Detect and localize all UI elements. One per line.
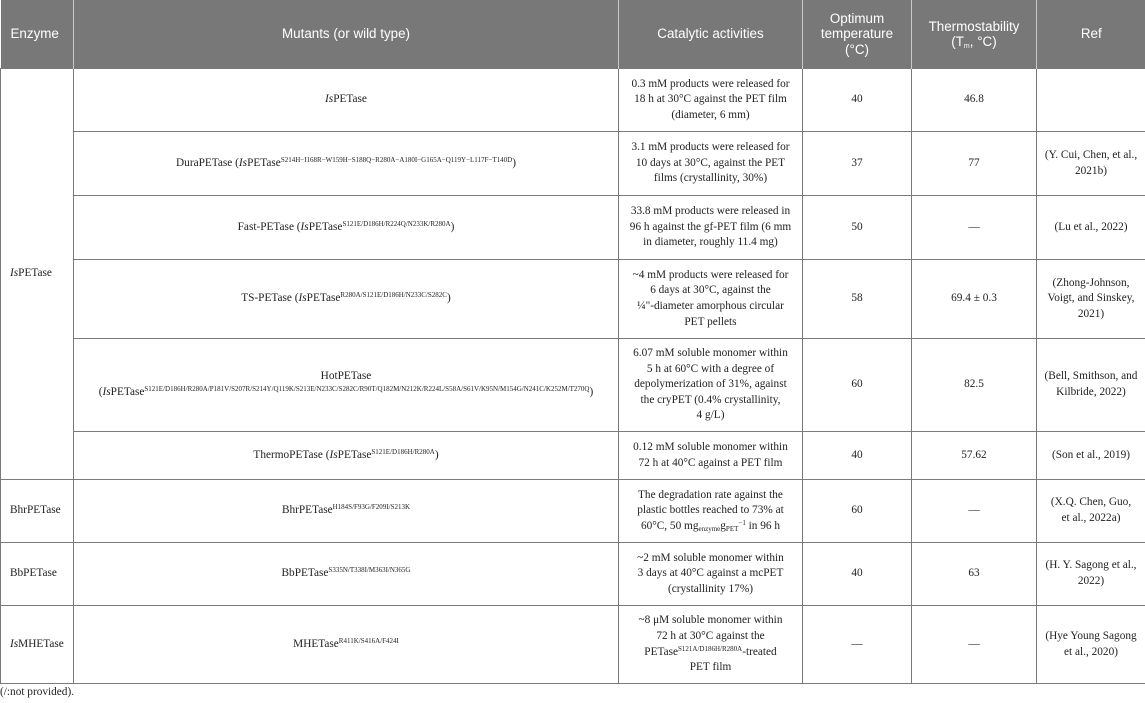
thermostability-cell: 46.8 (912, 69, 1037, 132)
header-activities: Catalytic activities (619, 0, 803, 69)
header-optimum-line2: temperature (820, 26, 894, 42)
thermostability-cell: 57.62 (912, 432, 1037, 480)
mutant-cell: HotPETase (IsPETase$^{S121E/D186H/R280A/P181V/S207R/S214Y/Q119K/S213E/N233C/S282C/R90T/Q182M/N212K/R224L/S58A/S61V/K95N/M154G/N241C/K252M/T270Q}$) (74, 339, 619, 432)
enzyme-ismhetase: IsMHETase (1, 606, 74, 684)
thermostability-cell: 82.5 (912, 339, 1037, 432)
activity-cell: 6.07 mM soluble monomer within 5 h at 60°C with a degree of depolymerization of 31%, against the cryPET (0.4% crystallinity, 4 g/L) (619, 339, 803, 432)
enzyme-bhrpetase: BhrPETase (1, 480, 74, 543)
table-row (1, 339, 1145, 432)
temperature-cell: 40 (803, 543, 912, 606)
temperature-cell: — (803, 606, 912, 684)
activity-cell: 0.3 mM products were released for 18 h at 30°C against the PET film (diameter, 6 mm) (619, 69, 803, 132)
activity-cell: ~8 μM soluble monomer within 72 h at 30°C against the PETase$^{S121A/D186H/R280A}$-treated PET film (619, 606, 803, 684)
temperature-cell: 60 (803, 480, 912, 543)
header-thermo-unit: ($T_m$, °C) (951, 34, 997, 50)
mutant-cell: MHETase$^{R411K/S416A/F424I}$ (74, 606, 619, 684)
thermostability-cell: 63 (912, 543, 1037, 606)
ref-cell: (Bell, Smithson, and Kilbride, 2022) (1037, 339, 1145, 432)
enzyme-ispetase: IsPETase (1, 69, 74, 480)
ref-cell: (Hye Young Sagong et al., 2020) (1037, 606, 1145, 684)
header-optimum-line1: Optimum (829, 10, 885, 26)
mutant-cell: BhrPETase$^{H184S/F93G/F209I/S213K}$ (74, 480, 619, 543)
mutant-cell: IsPETase (74, 69, 619, 132)
ref-cell: (Y. Cui, Chen, et al., 2021b) (1037, 132, 1145, 196)
activity-cell: 33.8 mM products were released in 96 h against the gf-PET film (6 mm in diameter, roughly 11.4 mg) (619, 196, 803, 260)
table-row (1, 606, 1145, 684)
activity-cell: 0.12 mM soluble monomer within 72 h at 40°C against a PET film (619, 432, 803, 480)
mutant-cell: BbPETase$^{S335N/T338I/M363I/N365G}$ (74, 543, 619, 606)
thermostability-cell: — (912, 606, 1037, 684)
table-row (1, 480, 1145, 543)
thermostability-cell: — (912, 480, 1037, 543)
header-optimum-temperature (803, 0, 912, 69)
temperature-cell: 50 (803, 196, 912, 260)
activity-cell: ~2 mM soluble monomer within 3 days at 40°C against a mcPET (crystallinity 17%) (619, 543, 803, 606)
header-thermo-line1: Thermostability (928, 18, 1020, 34)
ref-cell: (Zhong-Johnson, Voigt, and Sinskey, 2021) (1037, 260, 1145, 339)
mutant-cell: Fast-PETase (IsPETase$^{S121E/D186H/R224Q/N233K/R280A}$) (74, 196, 619, 260)
ref-cell: (Son et al., 2019) (1037, 432, 1145, 480)
mutant-cell: TS-PETase (IsPETase$^{R280A/S121E/D186H/N233C/S282C}$) (74, 260, 619, 339)
activity-cell: The degradation rate against the plastic bottles reached to 73% at 60°C, 50 $mg_{enzyme}g_{PET}^{-1}$ in 96 h (619, 480, 803, 543)
mutant-cell: DuraPETase (IsPETase$^{S214H-I168R-W159H-S188Q-R280A-A180I-G165A-Q119Y-L117F-T140D}$) (74, 132, 619, 196)
temperature-cell: 60 (803, 339, 912, 432)
temperature-cell: 40 (803, 69, 912, 132)
header-mutants: Mutants (or wild type) (74, 0, 619, 69)
thermostability-cell: — (912, 196, 1037, 260)
ref-cell: (H. Y. Sagong et al., 2022) (1037, 543, 1145, 606)
header-optimum-unit: (°C) (845, 41, 869, 57)
thermostability-cell: 77 (912, 132, 1037, 196)
table-row (1, 543, 1145, 606)
ref-cell: (X.Q. Chen, Guo, et al., 2022a) (1037, 480, 1145, 543)
table-row (1, 260, 1145, 339)
temperature-cell: 40 (803, 432, 912, 480)
thermostability-cell: 69.4 ± 0.3 (912, 260, 1037, 339)
table-row (1, 132, 1145, 196)
header-row (1, 0, 1145, 69)
activity-cell: ~4 mM products were released for 6 days at 30°C, against the ¼"-diameter amorphous circular PET pellets (619, 260, 803, 339)
enzyme-bbpetase: BbPETase (1, 543, 74, 606)
header-thermostability (912, 0, 1037, 69)
ref-cell: (Lu et al., 2022) (1037, 196, 1145, 260)
table-row (1, 69, 1145, 132)
ref-cell (1037, 69, 1145, 132)
temperature-cell: 37 (803, 132, 912, 196)
activity-cell: 3.1 mM products were released for 10 days at 30°C, against the PET films (crystallinity, 30%) (619, 132, 803, 196)
table-footnote: (/:not provided). (0, 686, 75, 698)
mutant-cell: ThermoPETase (IsPETase$^{S121E/D186H/R280A}$) (74, 432, 619, 480)
header-ref: Ref (1037, 0, 1145, 69)
temperature-cell: 58 (803, 260, 912, 339)
header-enzyme: Enzyme (1, 0, 74, 69)
table-row (1, 196, 1145, 260)
table-row (1, 432, 1145, 480)
